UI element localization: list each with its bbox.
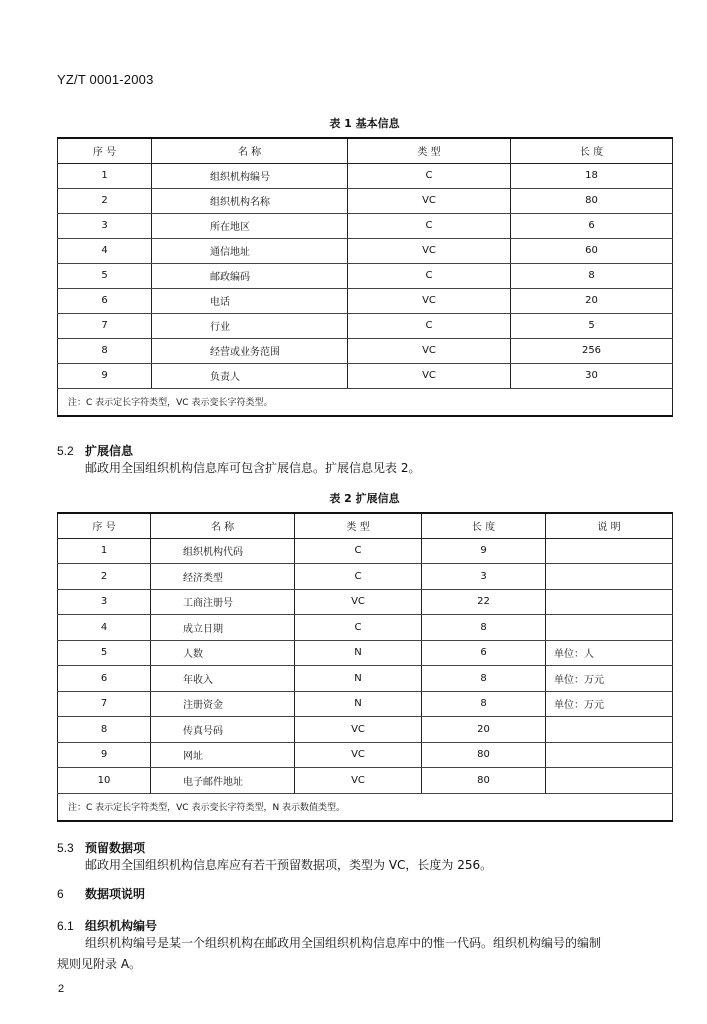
table-cell: N: [295, 640, 422, 666]
table-row: [58, 615, 673, 641]
table-row: [58, 666, 673, 692]
table-cell: 组织机构名称: [152, 188, 348, 213]
table-cell: 通信地址: [152, 238, 348, 263]
table-cell: 人数: [151, 640, 295, 666]
table-cell: 注册资金: [151, 691, 295, 717]
table-cell: VC: [295, 589, 422, 615]
table-cell: 2: [58, 188, 152, 213]
table2-header-cell: 序 号: [58, 513, 151, 538]
table1-header-cell: 名 称: [152, 138, 348, 163]
section-5-2-body: 邮政用全国组织机构信息库可包含扩展信息。扩展信息见表 2。: [85, 461, 421, 475]
table-cell: VC: [295, 717, 422, 743]
table-row: [58, 313, 673, 338]
table-cell: 组织机构编号: [152, 163, 348, 188]
table-cell: 所在地区: [152, 213, 348, 238]
table-cell: 单位：万元: [546, 666, 673, 692]
table-cell: 60: [511, 238, 673, 263]
table-cell: 22: [422, 589, 546, 615]
table2-caption: 表 2 扩展信息: [329, 492, 400, 505]
table-cell: 9: [58, 742, 151, 768]
table-cell: 1: [58, 163, 152, 188]
table1-caption: 表 1 基本信息: [329, 117, 400, 130]
table-cell: [546, 768, 673, 794]
table-row: [58, 263, 673, 288]
table1-note: 注：C 表示定长字符类型，VC 表示变长字符类型。: [58, 388, 673, 416]
table-cell: 80: [422, 742, 546, 768]
table2-header-cell: 说 明: [546, 513, 673, 538]
table1-header-cell: 序 号: [58, 138, 152, 163]
section-6-1-body-line1: 组织机构编号是某一个组织机构在邮政用全国组织机构信息库中的惟一代码。组织机构编号的编制: [85, 936, 602, 950]
table-cell: [546, 589, 673, 615]
table-cell: 负责人: [152, 363, 348, 388]
table-cell: 20: [422, 717, 546, 743]
table-cell: 单位：万元: [546, 691, 673, 717]
table-cell: 经济类型: [151, 564, 295, 590]
table-cell: VC: [348, 338, 511, 363]
table1: [57, 137, 673, 417]
section-title: 组织机构编号: [85, 919, 158, 933]
section-number: 6: [57, 887, 64, 901]
table-cell: 2: [58, 564, 151, 590]
table-cell: 1: [58, 538, 151, 564]
section-6-1-body-line2: 规则见附录 A。: [57, 957, 142, 971]
table-cell: C: [295, 564, 422, 590]
table-cell: 成立日期: [151, 615, 295, 641]
table1-header-cell: 类 型: [348, 138, 511, 163]
table-cell: 8: [422, 691, 546, 717]
table-cell: C: [348, 313, 511, 338]
table-row: [58, 589, 673, 615]
table2-header-cell: 长 度: [422, 513, 546, 538]
table-cell: 9: [58, 363, 152, 388]
table-row: [58, 768, 673, 794]
table-cell: 工商注册号: [151, 589, 295, 615]
table-cell: VC: [295, 768, 422, 794]
table-cell: 8: [511, 263, 673, 288]
table-row: [58, 338, 673, 363]
table-cell: 6: [58, 666, 151, 692]
table-cell: 8: [422, 615, 546, 641]
table-cell: [546, 717, 673, 743]
table-cell: 3: [58, 589, 151, 615]
section-number: 5.3: [57, 841, 74, 855]
table-cell: VC: [348, 238, 511, 263]
table-cell: VC: [348, 288, 511, 313]
table-cell: C: [295, 615, 422, 641]
table-cell: 年收入: [151, 666, 295, 692]
table-cell: 组织机构代码: [151, 538, 295, 564]
page-number: 2: [58, 983, 65, 995]
section-5-2-heading: [57, 442, 133, 459]
table-cell: 5: [58, 263, 152, 288]
table-row: [58, 363, 673, 388]
table2-note: 注：C 表示定长字符类型，VC 表示变长字符类型，N 表示数值类型。: [58, 793, 673, 821]
table-cell: 行业: [152, 313, 348, 338]
table-cell: 80: [422, 768, 546, 794]
table-cell: 30: [511, 363, 673, 388]
section-5-3-heading: [57, 839, 145, 856]
table-cell: 6: [422, 640, 546, 666]
table1-note-row: [58, 388, 673, 416]
section-title: 扩展信息: [85, 444, 134, 458]
table-row: [58, 742, 673, 768]
table-cell: 7: [58, 691, 151, 717]
table-cell: N: [295, 666, 422, 692]
table-row: [58, 538, 673, 564]
section-6-heading: [57, 885, 145, 902]
table-cell: 5: [511, 313, 673, 338]
table2-note-row: [58, 793, 673, 821]
table-cell: 9: [422, 538, 546, 564]
table-cell: 单位：人: [546, 640, 673, 666]
table-row: [58, 238, 673, 263]
table-row: [58, 188, 673, 213]
section-6-1-heading: [57, 917, 157, 934]
table-cell: [546, 538, 673, 564]
table-cell: 经营或业务范围: [152, 338, 348, 363]
table-cell: 8: [58, 717, 151, 743]
table-row: [58, 163, 673, 188]
section-title: 数据项说明: [85, 887, 146, 901]
table-cell: 3: [422, 564, 546, 590]
document-code: YZ/T 0001-2003: [57, 72, 154, 87]
table-cell: 传真号码: [151, 717, 295, 743]
table-row: [58, 640, 673, 666]
table2: [57, 512, 673, 822]
table-cell: 8: [58, 338, 152, 363]
table-cell: N: [295, 691, 422, 717]
table-cell: 5: [58, 640, 151, 666]
table-cell: 6: [511, 213, 673, 238]
table-cell: VC: [348, 363, 511, 388]
section-5-3-body: 邮政用全国组织机构信息库应有若干预留数据项，类型为 VC，长度为 256。: [85, 858, 493, 872]
table-cell: 4: [58, 238, 152, 263]
table-row: [58, 717, 673, 743]
table1-header-row: [58, 138, 673, 163]
table-cell: 6: [58, 288, 152, 313]
table-cell: C: [348, 163, 511, 188]
table-cell: 邮政编码: [152, 263, 348, 288]
table-cell: 网址: [151, 742, 295, 768]
table-cell: [546, 564, 673, 590]
table-cell: 8: [422, 666, 546, 692]
table-cell: C: [348, 213, 511, 238]
table-cell: 256: [511, 338, 673, 363]
table-row: [58, 691, 673, 717]
section-number: 6.1: [57, 919, 74, 933]
table-cell: 80: [511, 188, 673, 213]
table2-header-row: [58, 513, 673, 538]
table-cell: 7: [58, 313, 152, 338]
table2-header-cell: 名 称: [151, 513, 295, 538]
table-cell: C: [295, 538, 422, 564]
table-cell: 20: [511, 288, 673, 313]
table-cell: 电话: [152, 288, 348, 313]
table-cell: 4: [58, 615, 151, 641]
section-number: 5.2: [57, 444, 74, 458]
table-cell: VC: [295, 742, 422, 768]
table-cell: [546, 742, 673, 768]
table-cell: 18: [511, 163, 673, 188]
table-cell: 电子邮件地址: [151, 768, 295, 794]
table-row: [58, 213, 673, 238]
table-row: [58, 288, 673, 313]
table-cell: [546, 615, 673, 641]
table-cell: 10: [58, 768, 151, 794]
table-cell: 3: [58, 213, 152, 238]
table1-header-cell: 长 度: [511, 138, 673, 163]
table2-header-cell: 类 型: [295, 513, 422, 538]
table-row: [58, 564, 673, 590]
table-cell: C: [348, 263, 511, 288]
table-cell: VC: [348, 188, 511, 213]
section-title: 预留数据项: [85, 841, 146, 855]
